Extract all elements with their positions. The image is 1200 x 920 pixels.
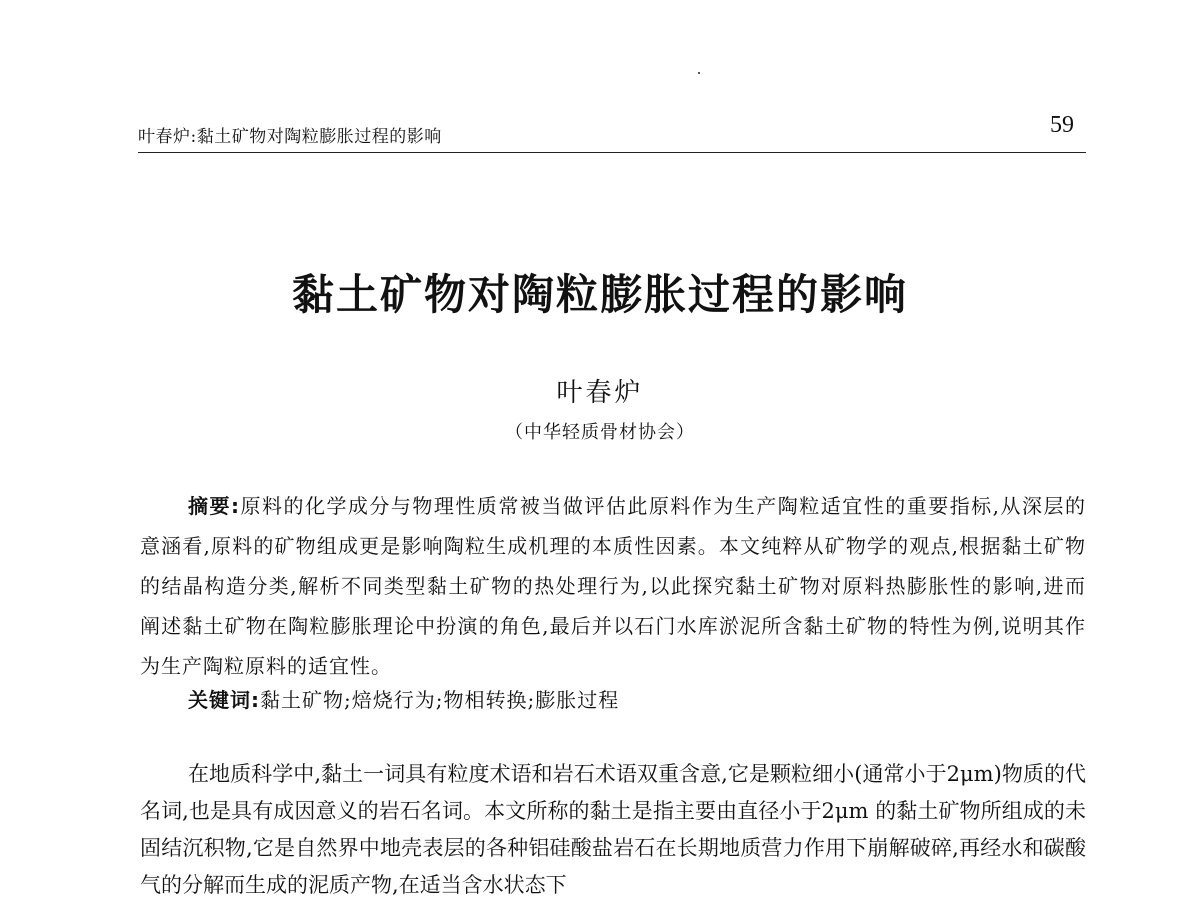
body-paragraph: 在地质科学中,黏土一词具有粒度术语和岩石术语双重含意,它是颗粒细小(通常小于2μm)物质的代名词,也是具有成因意义的岩石名词。本文所称的黏土是指主要由直径小于2μm 的黏土矿物所组成的未固结沉积物,它是自然界中地壳表层的各种铝硅酸盐岩石在长期地质营力作用下崩解破碎,再经水和碳酸气的分解而生成的泥质产物,在适当含水状态下 bbox=[140, 762, 1086, 897]
abstract bbox=[140, 486, 1086, 686]
keywords-text: 黏土矿物;焙烧行为;物相转换;膨胀过程 bbox=[260, 688, 620, 712]
abstract-label: 摘要: bbox=[188, 494, 240, 518]
running-header bbox=[138, 112, 1086, 153]
author-name: 叶春炉 bbox=[556, 378, 644, 408]
keywords-label: 关键词: bbox=[188, 688, 260, 712]
abstract-text: 原料的化学成分与物理性质常被当做评估此原料作为生产陶粒适宜性的重要指标,从深层的意涵看,原料的矿物组成更是影响陶粒生成机理的本质性因素。本文纯粹从矿物学的观点,根据黏土矿物的结晶构造分类,解析不同类型黏土矿物的热处理行为,以此探究黏土矿物对原料热膨胀性的影响,进而阐述黏土矿物在陶粒膨胀理论中扮演的角色,最后并以石门水库淤泥所含黏土矿物的特性为例,说明其作为生产陶粒原料的适宜性。 bbox=[140, 494, 1086, 678]
keywords bbox=[188, 684, 1088, 716]
running-title: 叶春炉:黏土矿物对陶粒膨胀过程的影响 bbox=[138, 127, 442, 147]
author-affiliation: （中华轻质骨材协会） bbox=[505, 422, 695, 443]
scan-speck bbox=[698, 72, 700, 74]
page-number: 59 bbox=[1050, 112, 1074, 138]
paper-title: 黏土矿物对陶粒膨胀过程的影响 bbox=[291, 270, 908, 319]
